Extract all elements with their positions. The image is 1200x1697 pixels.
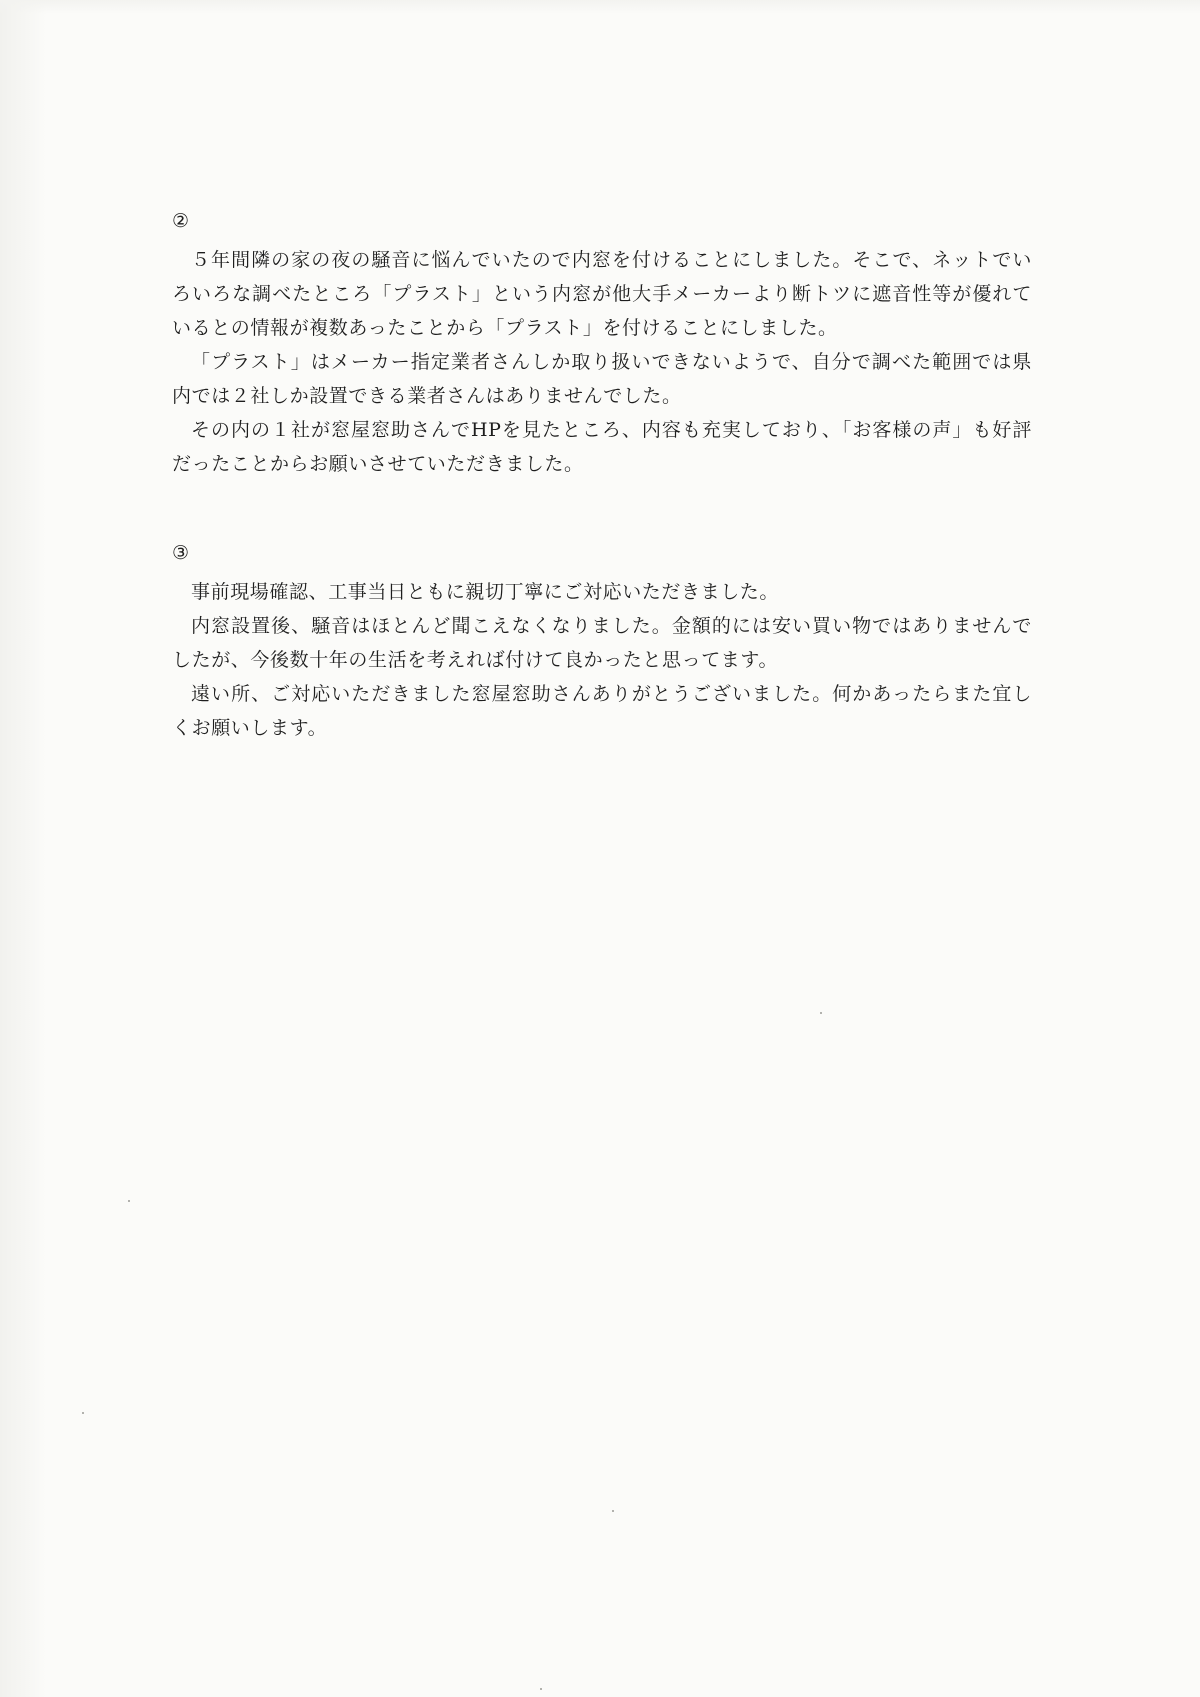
document-body <box>172 205 1032 745</box>
paragraph: その内の１社が窓屋窓助さんでHPを見たところ、内容も充実しており、「お客様の声」も好評だったことからお願いさせていただきました。 <box>172 419 1032 475</box>
scan-speck <box>128 1200 130 1202</box>
paragraph: 内窓設置後、騒音はほとんど聞こえなくなりました。金額的には安い買い物ではありませんでしたが、今後数十年の生活を考えれば付けて良かったと思ってます。 <box>172 615 1032 671</box>
scan-shadow-top <box>0 0 1200 14</box>
scan-shadow-left <box>0 0 46 1697</box>
scan-speck <box>540 1688 542 1690</box>
section-marker: ② <box>172 210 190 232</box>
scan-speck <box>820 1012 822 1014</box>
scan-speck <box>82 1412 84 1414</box>
paragraph: ５年間隣の家の夜の騒音に悩んでいたので内窓を付けることにしました。そこで、ネットでいろいろな調べたところ「プラスト」という内窓が他大手メーカーより断トツに遮音性等が優れているとの情報が複数あったことから「プラスト」を付けることにしました。 <box>172 249 1032 339</box>
section-3 <box>172 537 1032 745</box>
paragraph: 「プラスト」はメーカー指定業者さんしか取り扱いできないようで、自分で調べた範囲では県内では２社しか設置できる業者さんはありませんでした。 <box>172 351 1032 407</box>
scan-speck <box>612 1510 614 1512</box>
section-2 <box>172 205 1032 481</box>
paragraph: 遠い所、ご対応いただきました窓屋窓助さんありがとうございました。何かあったらまた宜しくお願いします。 <box>172 683 1032 739</box>
section-marker: ③ <box>172 542 190 564</box>
paragraph: 事前現場確認、工事当日ともに親切丁寧にご対応いただきました。 <box>191 581 780 603</box>
section-spacer <box>172 481 1032 537</box>
